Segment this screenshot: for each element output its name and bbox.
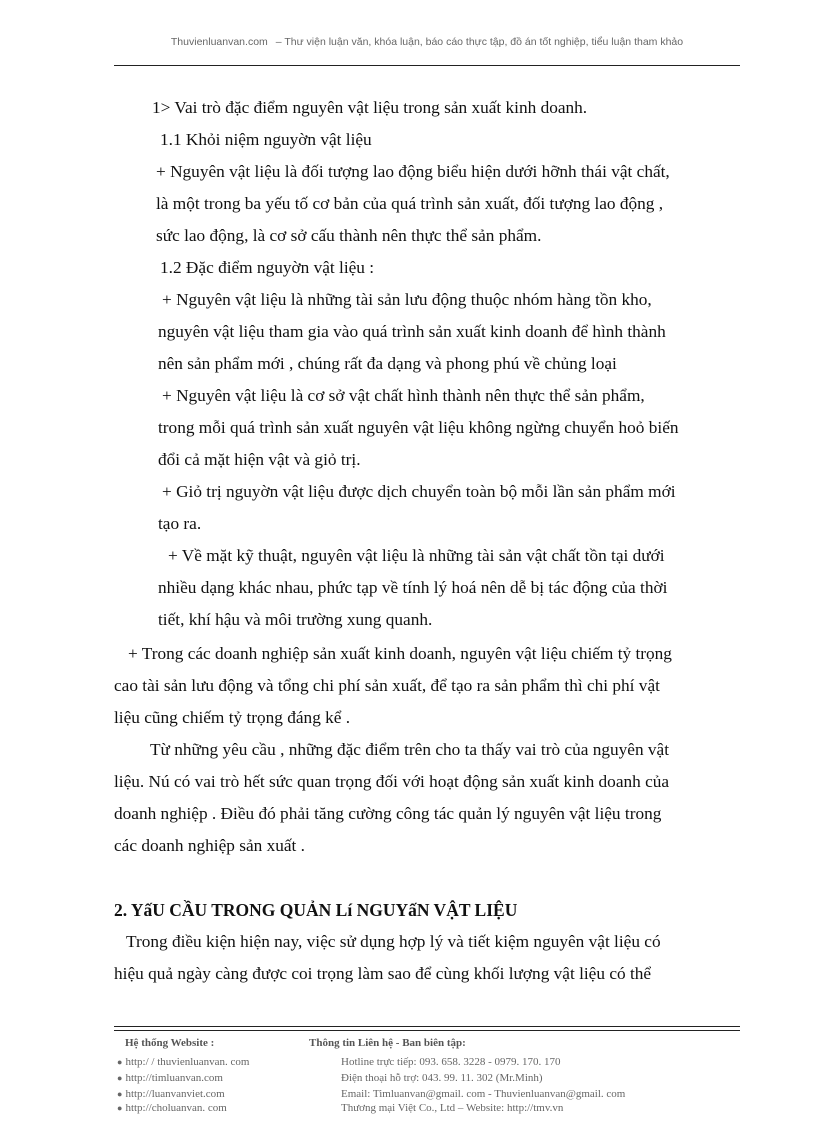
footer-website-link[interactable]: ● http://timluanvan.com xyxy=(117,1072,223,1084)
footer-company: Thương mại Việt Co., Ltd – Website: http://tmv.vn xyxy=(341,1102,564,1114)
subsection-title: 1.1 Khỏi niệm nguyờn vật liệu xyxy=(160,130,372,149)
footer-website-link[interactable]: ● http://luanvanviet.com xyxy=(117,1088,225,1100)
bullet-icon: ● xyxy=(117,1089,123,1099)
body-line: doanh nghiệp . Điều đó phải tăng cường công tác quản lý nguyên vật liệu trong xyxy=(114,804,662,823)
footer-email[interactable]: Email: Timluanvan@gmail. com - Thuvienluanvan@gmail. com xyxy=(341,1088,626,1100)
footer-website-link[interactable]: ● http://choluanvan. com xyxy=(117,1102,227,1114)
body-line: cao tài sản lưu động và tổng chi phí sản xuất, để tạo ra sản phẩm thì chi phí vật xyxy=(114,676,660,695)
bullet-icon: ● xyxy=(117,1073,123,1083)
body-line: liệu. Nú có vai trò hết sức quan trọng đối với hoạt động sản xuất kinh doanh của xyxy=(114,772,670,791)
page-header xyxy=(114,36,740,48)
subsection-title: 1.2 Đặc điểm nguyờn vật liệu : xyxy=(160,258,375,277)
body-line: nhiều dạng khác nhau, phức tạp về tính lý hoá nên dễ bị tác động của thời xyxy=(158,578,668,597)
body-line: + Giỏ trị nguyờn vật liệu được dịch chuyển toàn bộ mỗi lần sản phẩm mới xyxy=(162,482,676,501)
body-line: liệu cũng chiếm tỷ trọng đáng kể . xyxy=(114,708,351,727)
body-line: sức lao động, là cơ sở cấu thành nên thực thể sản phẩm. xyxy=(156,226,542,245)
body-line: + Trong các doanh nghiệp sản xuất kinh doanh, nguyên vật liệu chiếm tỷ trọng xyxy=(128,644,672,663)
footer-phone: Điện thoại hỗ trợ: 043. 99. 11. 302 (Mr.Minh) xyxy=(341,1072,543,1084)
body-line: + Nguyên vật liệu là những tài sản lưu động thuộc nhóm hàng tồn kho, xyxy=(162,290,652,309)
body-line: nên sản phẩm mới , chúng rất đa dạng và phong phú về chủng loại xyxy=(158,354,617,373)
footer-hotline: Hotline trực tiếp: 093. 658. 3228 - 0979. 170. 170 xyxy=(341,1056,561,1068)
body-line: Trong điều kiện hiện nay, việc sử dụng hợp lý và tiết kiệm nguyên vật liệu có xyxy=(126,932,661,951)
body-line: các doanh nghiệp sản xuất . xyxy=(114,836,305,855)
header-site[interactable]: Thuvienluanvan.com xyxy=(170,36,268,48)
body-line: đổi cả mặt hiện vật và giỏ trị. xyxy=(158,450,361,469)
body-line: tạo ra. xyxy=(158,514,202,533)
body-line: là một trong ba yếu tố cơ bản của quá trình sản xuất, đối tượng lao động , xyxy=(156,194,664,213)
header-tagline: – Thư viện luận văn, khóa luận, báo cáo thực tập, đồ án tốt nghiệp, tiểu luận tham khảo xyxy=(275,36,684,48)
body-line: nguyên vật liệu tham gia vào quá trình sản xuất kinh doanh để hình thành xyxy=(158,322,666,341)
body-line: tiết, khí hậu và môi trường xung quanh. xyxy=(158,610,433,629)
footer-contact-title: Thông tin Liên hệ - Ban biên tập: xyxy=(309,1037,466,1049)
bullet-icon: ● xyxy=(117,1103,123,1113)
footer-divider xyxy=(114,1030,740,1031)
footer-websites-title: Hệ thống Website : xyxy=(125,1037,215,1049)
section-title: 1> Vai trò đặc điểm nguyên vật liệu trong sản xuất kinh doanh. xyxy=(152,98,588,117)
body-line: + Về mặt kỹ thuật, nguyên vật liệu là những tài sản vật chất tồn tại dưới xyxy=(168,546,665,565)
footer-website-link[interactable]: ● http:/ / thuvienluanvan. com xyxy=(117,1056,250,1068)
body-line: hiệu quả ngày càng được coi trọng làm sao để cùng khối lượng vật liệu có thể xyxy=(114,964,652,983)
body-line: trong mỗi quá trình sản xuất nguyên vật liệu không ngừng chuyển hoỏ biến xyxy=(158,418,679,437)
body-line: + Nguyên vật liệu là đối tượng lao động biểu hiện dưới hỡnh thái vật chất, xyxy=(156,162,670,181)
body-line: + Nguyên vật liệu là cơ sở vật chất hình thành nên thực thể sản phẩm, xyxy=(162,386,645,405)
body-line: Từ những yêu cầu , những đặc điểm trên cho ta thấy vai trò của nguyên vật xyxy=(150,740,670,759)
footer-divider xyxy=(114,1026,740,1027)
header-divider xyxy=(114,65,740,66)
section-heading: 2. YấU CẦU TRONG QUẢN Lí NGUYấN VẬT LIỆU xyxy=(114,900,518,920)
bullet-icon: ● xyxy=(117,1057,123,1067)
